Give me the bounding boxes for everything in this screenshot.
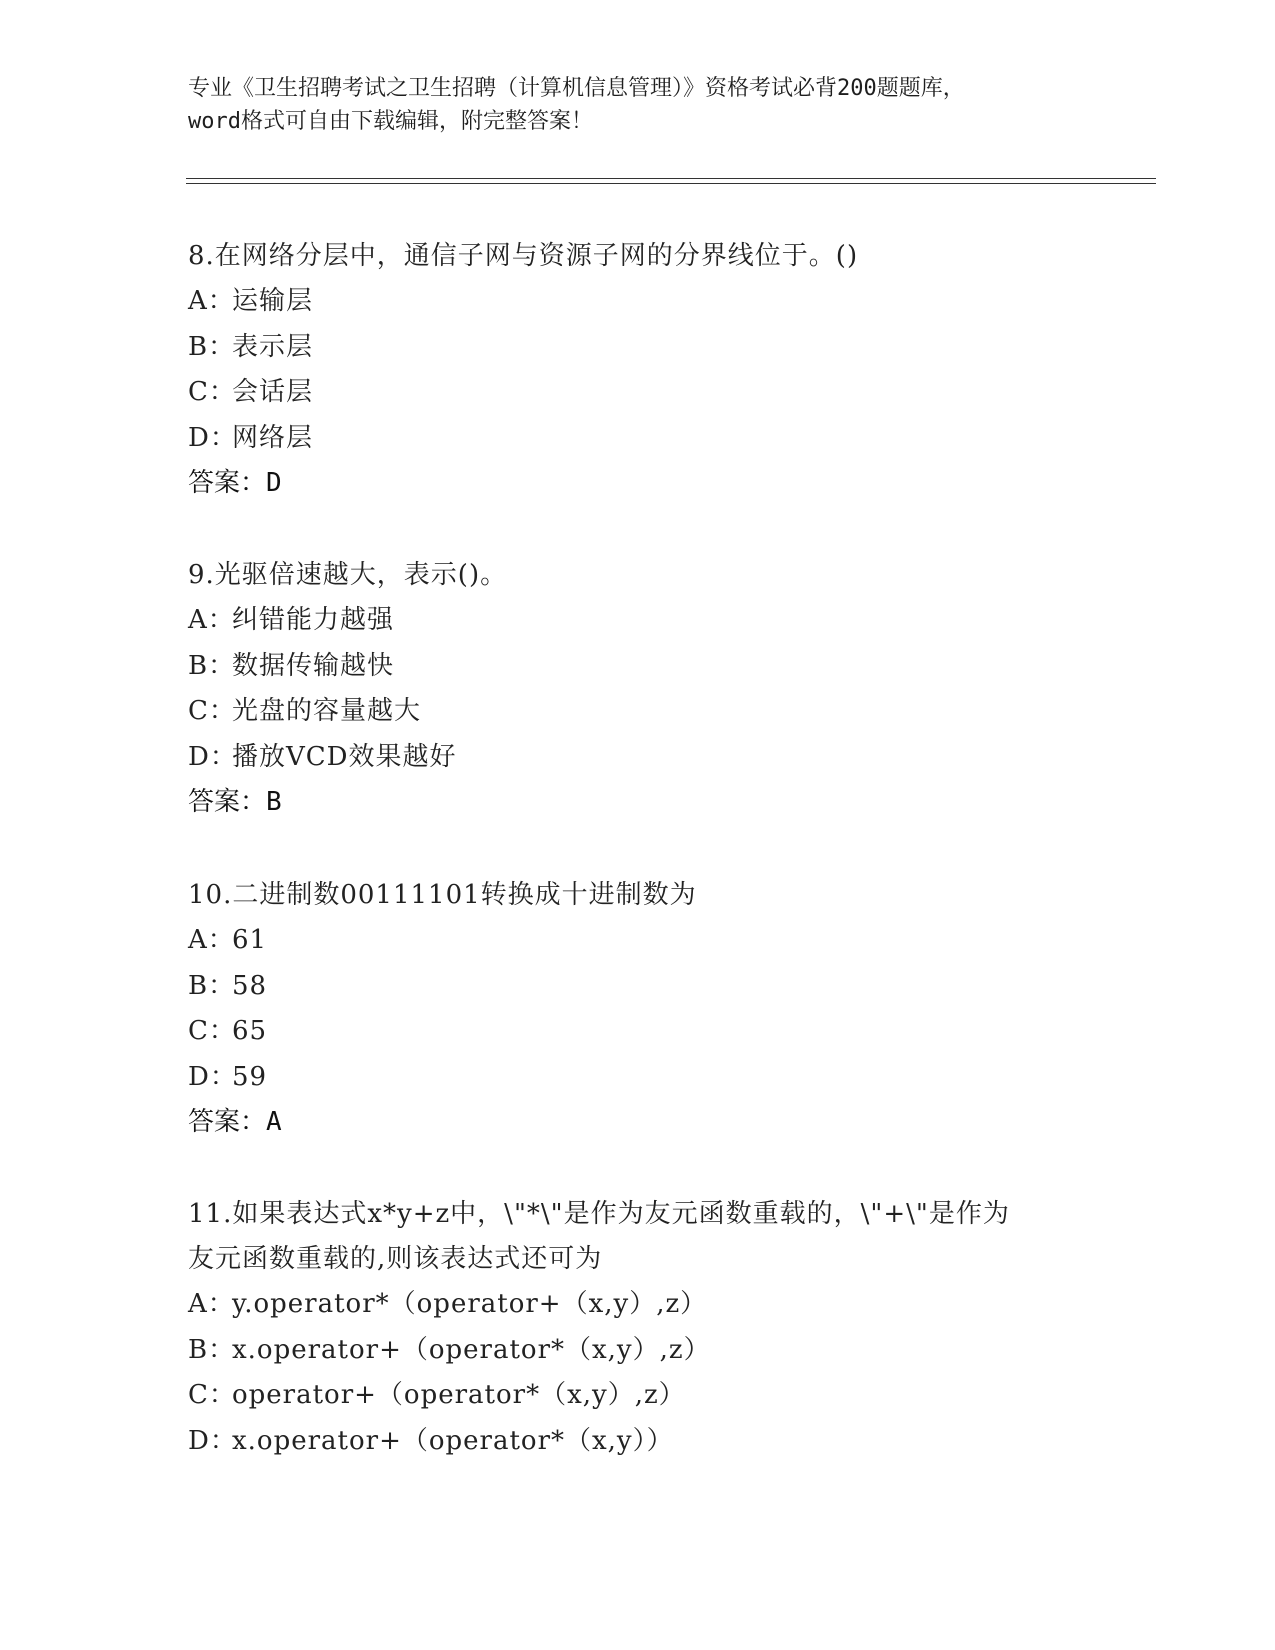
question-stem-line-1: 11.如果表达式x*y+z中，\"*\"是作为友元函数重载的，\"+\"是作为 — [188, 1199, 1010, 1229]
option-d — [188, 735, 1088, 781]
option-b — [188, 1328, 1088, 1374]
option-b — [188, 644, 1088, 690]
option-key: D： — [188, 1061, 237, 1092]
option-text: 纠错能力越强 — [232, 605, 395, 635]
option-text: 61 — [232, 925, 268, 955]
option-key: B： — [188, 970, 236, 1001]
option-d — [188, 1419, 1088, 1465]
question-11 — [188, 1192, 1088, 1464]
option-c — [188, 370, 1088, 416]
option-text: 表示层 — [232, 331, 314, 362]
option-b — [188, 325, 1088, 371]
option-key: B： — [188, 331, 236, 362]
option-c — [188, 689, 1088, 735]
header-divider-bottom — [186, 183, 1156, 184]
header-line-2: word格式可自由下载编辑，附完整答案！ — [188, 109, 593, 134]
option-text: 会话层 — [232, 377, 314, 407]
option-key: B： — [188, 1334, 236, 1365]
option-text: 网络层 — [232, 422, 314, 453]
option-text: 光盘的容量越大 — [232, 696, 422, 726]
option-d — [188, 416, 1088, 462]
option-c — [188, 1373, 1088, 1419]
option-text: 运输层 — [232, 286, 314, 316]
question-stem: 8.在网络分层中，通信子网与资源子网的分界线位于。() — [188, 241, 859, 271]
header-line-1: 专业《卫生招聘考试之卫生招聘（计算机信息管理）》资格考试必背200题题库， — [188, 76, 965, 101]
answer-line: 答案：B — [188, 787, 282, 817]
question-stem: 9.光驱倍速越大，表示()。 — [188, 560, 508, 590]
option-key: D： — [188, 422, 237, 453]
option-text: x.operator+（operator*（x,y）） — [232, 1425, 674, 1456]
option-text: 播放VCD效果越好 — [232, 741, 457, 772]
option-d — [188, 1055, 1088, 1101]
answer-line: 答案：D — [188, 468, 282, 498]
option-text: 65 — [232, 1016, 268, 1046]
option-key: C： — [188, 1016, 236, 1046]
option-text: 数据传输越快 — [232, 650, 395, 681]
option-text: x.operator+（operator*（x,y）,z） — [232, 1334, 711, 1365]
option-a — [188, 1282, 1088, 1328]
option-text: 59 — [232, 1061, 268, 1092]
option-key: A： — [188, 286, 235, 316]
question-10 — [188, 873, 1088, 1145]
option-text: y.operator*（operator+（x,y）,z） — [232, 1289, 708, 1319]
option-key: C： — [188, 377, 236, 407]
option-b — [188, 964, 1088, 1010]
question-stem-line-2: 友元函数重载的,则该表达式还可为 — [188, 1244, 603, 1274]
option-c — [188, 1009, 1088, 1055]
option-a — [188, 918, 1088, 964]
option-key: D： — [188, 1425, 237, 1456]
document-header — [188, 72, 1088, 138]
option-key: D： — [188, 741, 237, 772]
question-stem: 10.二进制数00111101转换成十进制数为 — [188, 880, 697, 910]
answer-line: 答案：A — [188, 1107, 282, 1137]
option-text: operator+（operator*（x,y）,z） — [232, 1380, 686, 1410]
option-key: C： — [188, 1380, 236, 1410]
question-9 — [188, 553, 1088, 825]
question-8 — [188, 234, 1088, 506]
option-key: A： — [188, 925, 235, 955]
option-key: C： — [188, 696, 236, 726]
header-divider-top — [186, 178, 1156, 179]
option-text: 58 — [232, 970, 268, 1001]
option-a — [188, 279, 1088, 325]
option-a — [188, 598, 1088, 644]
option-key: B： — [188, 650, 236, 681]
option-key: A： — [188, 1289, 235, 1319]
option-key: A： — [188, 605, 235, 635]
